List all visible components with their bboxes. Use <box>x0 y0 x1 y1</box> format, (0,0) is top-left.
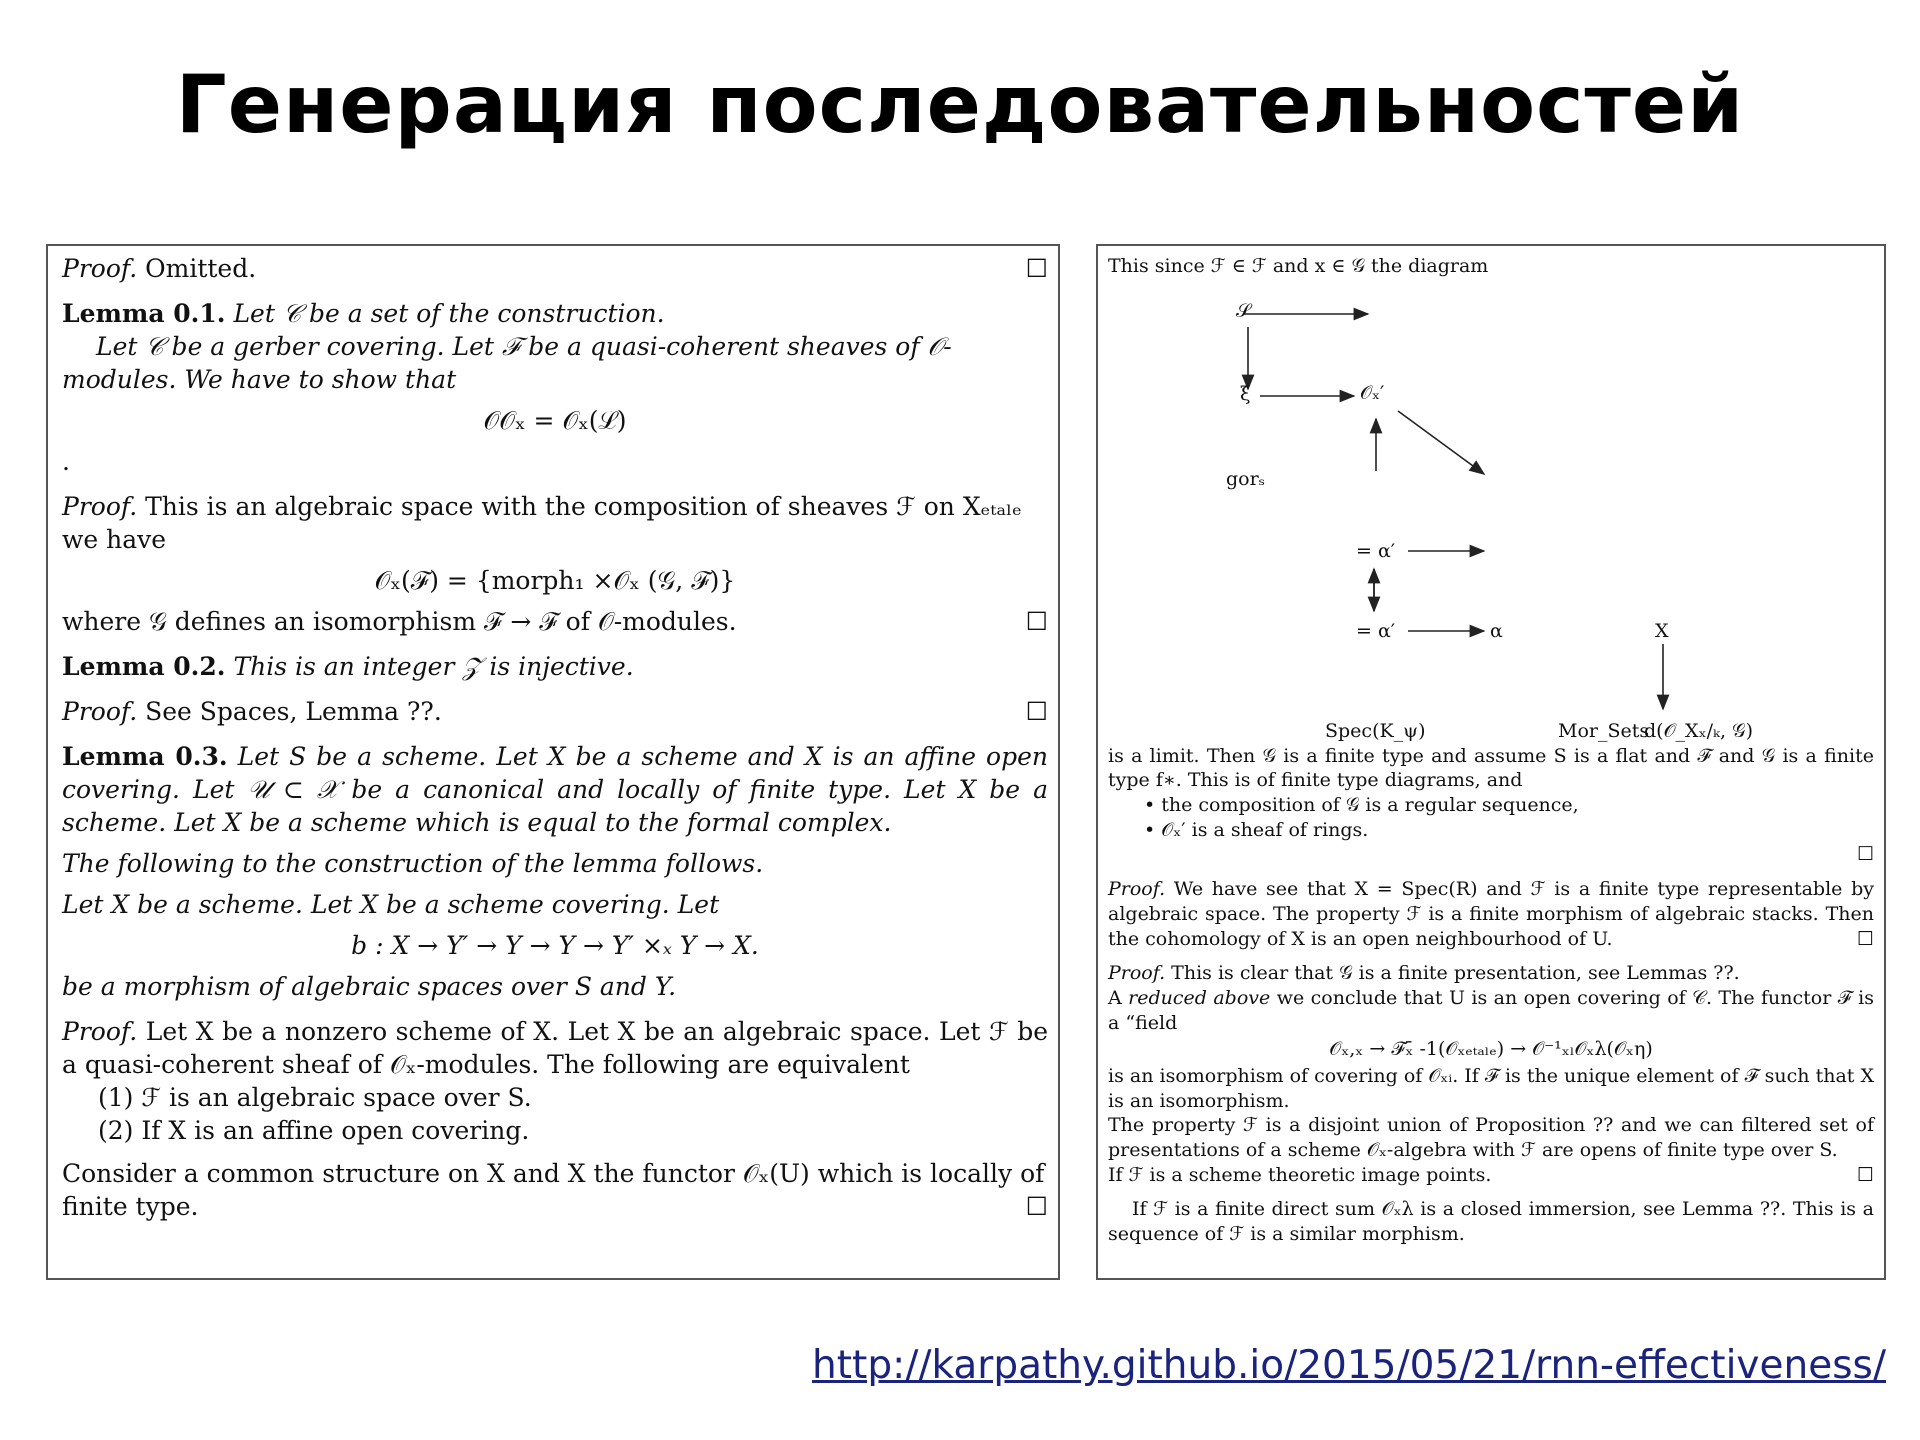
bullet-item: • the composition of 𝒢 is a regular sequence, <box>1144 794 1579 817</box>
proof-omitted <box>62 252 1048 285</box>
lemma-label: Lemma 0.2. <box>62 652 226 681</box>
qed-box: ☐ <box>1856 843 1874 866</box>
final-paragraph: If ℱ is a finite direct sum 𝒪ₓλ is a closed immersion, see Lemma ??. This is a sequence of ℱ is a similar morphism. <box>1108 1198 1874 1246</box>
slide-title: Генерация последовательностей <box>175 58 1745 151</box>
proof-text: Omitted. <box>137 254 257 283</box>
proof-equivalent <box>62 1015 1048 1223</box>
node-ox: 𝒪ₓ′ <box>1360 381 1385 404</box>
proof-spec <box>1108 877 1874 951</box>
list-item: (1) ℱ is an algebraic space over S. <box>98 1083 532 1112</box>
lemma-text: Let S be a scheme. Let X be a scheme and X is an affine open covering. Let 𝒰 ⊂ 𝒳 be a canonical and locally of finite type. Let X be a scheme. Let X be a scheme which is equal to the formal complex. <box>62 742 1048 837</box>
proof-tail: Consider a common structure on X and X the functor 𝒪ₓ(U) which is locally of finite type. <box>62 1159 1045 1221</box>
lemma-body: Let 𝒞 be a gerber covering. Let ℱ be a quasi-coherent sheaves of 𝒪-modules. We have to show that <box>62 332 952 394</box>
lemma-line: Let X be a scheme. Let X be a scheme covering. Let <box>62 890 720 919</box>
qed-box: ☐ <box>1856 927 1874 950</box>
node-xi: ξ <box>1240 382 1251 405</box>
period: . <box>62 447 70 476</box>
left-generated-latex-panel <box>46 244 1060 1280</box>
text-fragment: we conclude that U is an open covering of 𝒞. The functor ℱ is a “field <box>1108 986 1874 1034</box>
proof-text: This is an algebraic space with the composition of sheaves ℱ on Xₑₜₐₗₑ we have <box>62 492 1022 554</box>
qed-box: ☐ <box>1025 607 1048 636</box>
node-spec: Spec(K_ψ) <box>1325 719 1426 742</box>
node-s: 𝒮 <box>1236 299 1251 322</box>
bullet-item: • 𝒪ₓ′ is a sheaf of rings. <box>1144 818 1369 841</box>
node-mor: Mor_Sets <box>1558 719 1650 742</box>
node-d: d(𝒪_Xₓ/ₖ, 𝒢) <box>1644 719 1753 742</box>
source-link[interactable]: http://karpathy.github.io/2015/05/21/rnn-effectiveness/ <box>812 1343 1886 1388</box>
formula: b : X → Y′ → Y → Y → Y′ ×ₓ Y → X. <box>351 931 759 960</box>
lemma-0-2 <box>62 650 1048 683</box>
diagram-arrows <box>1108 279 1868 744</box>
qed-box: ☐ <box>1856 1163 1874 1186</box>
proof-see-spaces <box>62 695 1048 728</box>
proof-label: Proof. <box>1108 962 1166 985</box>
proof-label: Proof. <box>62 1017 138 1046</box>
right-generated-latex-panel <box>1096 244 1886 1280</box>
qed-box: ☐ <box>1025 1192 1048 1221</box>
lemma-statement <box>62 297 1048 330</box>
formula: 𝒪𝒪ₓ = 𝒪ₓ(ℒ) <box>483 406 627 435</box>
proof-label: Proof. <box>1108 878 1166 901</box>
proof-label: Proof. <box>62 492 138 521</box>
proof-line: The property ℱ is a disjoint union of Proposition ?? and we can filtered set of presentations of a scheme 𝒪ₓ-algebra with ℱ are opens of finite type over S. <box>1108 1114 1874 1161</box>
node-alpha1: = α′ <box>1356 539 1396 562</box>
emph-text: reduced above <box>1128 986 1271 1009</box>
lemma-label: Lemma 0.3. <box>62 742 228 771</box>
node-gor: gorₛ <box>1226 467 1266 490</box>
lemma-0-3 <box>62 740 1048 1003</box>
proof-line: If ℱ is a scheme theoretic image points. <box>1108 1163 1492 1186</box>
text-fragment: A <box>1108 986 1129 1009</box>
lemma-line: be a morphism of algebraic spaces over S and Y. <box>62 972 677 1001</box>
proof-label: Proof. <box>62 697 138 726</box>
node-alpha2: = α′ <box>1356 619 1396 642</box>
list-item: (2) If X is an affine open covering. <box>98 1116 530 1145</box>
lemma-text: This is an integer 𝒵 is injective. <box>225 652 634 681</box>
lemma-text: Let 𝒞 be a set of the construction. <box>225 299 665 328</box>
proof-finite-presentation <box>1108 961 1874 1187</box>
node-x: X <box>1655 619 1669 642</box>
diagram-intro: This since ℱ ∈ ℱ and x ∈ 𝒢 the diagram <box>1108 255 1489 277</box>
lemma-0-1 <box>62 297 1048 478</box>
proof-text: Let X be a nonzero scheme of X. Let X be an algebraic space. Let ℱ be a quasi-coherent sheaf of 𝒪ₓ-modules. The following are equivalent <box>62 1017 1048 1079</box>
proof-label: Proof. <box>62 254 138 283</box>
proof-text: See Spaces, Lemma ??. <box>137 697 442 726</box>
proof-text: This is clear that 𝒢 is a finite presentation, see Lemmas ??. <box>1165 962 1740 985</box>
para-limit: is a limit. Then 𝒢 is a finite type and assume S is a flat and ℱ and 𝒢 is a finite type f∗. This is of finite type diagrams, and <box>1108 744 1874 792</box>
lemma-label: Lemma 0.1. <box>62 299 226 328</box>
proof-line: is an isomorphism of covering of 𝒪ₓᵢ. If ℱ is the unique element of ℱ such that X is an isomorphism. <box>1108 1064 1874 1112</box>
lemma-line: The following to the construction of the lemma follows. <box>62 849 764 878</box>
formula: 𝒪ₓ(ℱ) = {morph₁ ×𝒪ₓ (𝒢, ℱ)} <box>374 566 736 595</box>
qed-box: ☐ <box>1025 254 1048 283</box>
proof-text: We have see that X = Spec(R) and ℱ is a finite type representable by algebraic space. The property ℱ is a finite morphism of algebraic stacks. Then the cohomology of X is an open neighbourhood of U. <box>1108 878 1874 950</box>
proof-tail: where 𝒢 defines an isomorphism ℱ → ℱ of 𝒪-modules. <box>62 607 737 636</box>
formula: 𝒪ₓ,ₓ → ℱₓ̄ -1(𝒪ₓₑₜₐₗₑ) → 𝒪⁻¹ₓₗ𝒪ₓλ(𝒪ₓη) <box>1329 1038 1653 1061</box>
commutative-diagram <box>1108 279 1874 744</box>
qed-box: ☐ <box>1025 697 1048 726</box>
lemma-statement <box>62 740 1048 839</box>
node-alpha: α <box>1490 619 1503 642</box>
arrow-ox-diag <box>1398 411 1484 474</box>
proof-algebraic-space <box>62 490 1048 638</box>
